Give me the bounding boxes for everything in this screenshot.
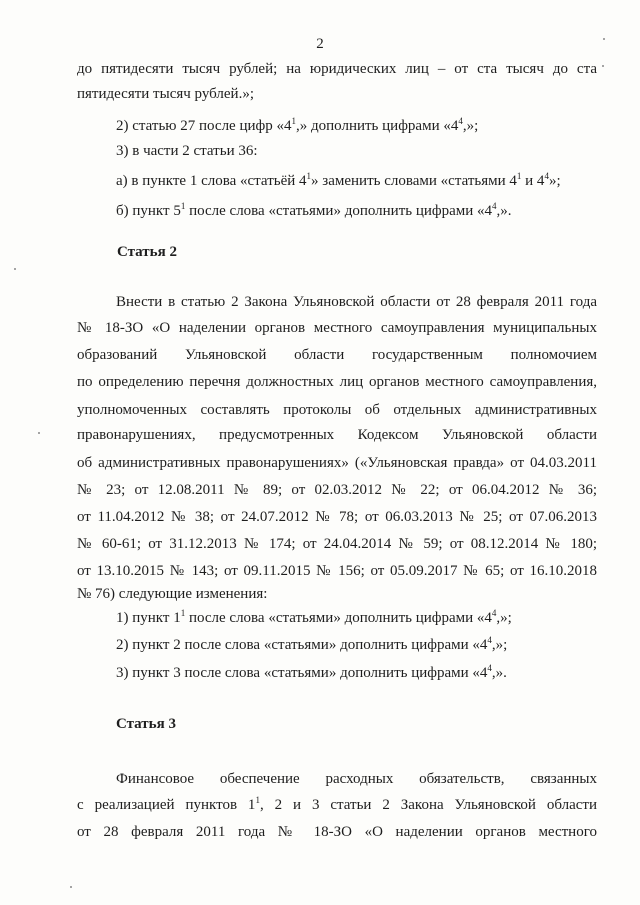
text-line: правонарушениях, предусмотренных Кодексом Ульяновской области bbox=[77, 427, 597, 443]
list-item: 3) пункт 3 после слова «статьями» дополнить цифрами «$4^4$,». bbox=[116, 663, 507, 681]
text-line: Внести в статью 2 Закона Ульяновской области от 28 февраля 2011 года bbox=[116, 294, 597, 310]
text-line: об административных правонарушениях» («Ульяновская правда» от 04.03.2011 bbox=[77, 455, 597, 471]
text-line: № 23; от 12.08.2011 № 89; от 02.03.2012 № 22; от 06.04.2012 № 36; bbox=[77, 482, 597, 498]
list-item: 3) в части 2 статьи 36: bbox=[116, 143, 258, 159]
text-line: пятидесяти тысяч рублей.»; bbox=[77, 86, 254, 102]
text-line: по определению перечня должностных лиц органов местного самоуправления, bbox=[77, 374, 597, 390]
page-number: 2 bbox=[316, 36, 324, 52]
scan-speck bbox=[603, 38, 605, 40]
list-item: а) в пункте 1 слова «статьёй $4^1$» заменить словами «статьями $4^1$ и $4^4$»; bbox=[116, 171, 561, 189]
list-item: 2) пункт 2 после слова «статьями» дополнить цифрами «$4^4$,»; bbox=[116, 635, 508, 653]
text-line: образований Ульяновской области государственным полномочием bbox=[77, 347, 597, 363]
scan-speck bbox=[38, 432, 40, 434]
scan-speck bbox=[70, 886, 72, 888]
text-line: № 18-ЗО «О наделении органов местного самоуправления муниципальных bbox=[77, 320, 597, 336]
text-line: с реализацией пунктов $1^1$, 2 и 3 статьи 2 Закона Ульяновской области bbox=[77, 795, 597, 813]
article-heading: Статья 2 bbox=[117, 244, 177, 260]
list-item: 2) статью 27 после цифр «$4^1$,» дополнить цифрами «$4^4$,»; bbox=[116, 116, 479, 134]
text-line: № 60-61; от 31.12.2013 № 174; от 24.04.2014 № 59; от 08.12.2014 № 180; bbox=[77, 536, 597, 552]
scan-speck bbox=[14, 268, 16, 270]
scan-speck bbox=[602, 65, 604, 67]
article-heading: Статья 3 bbox=[116, 716, 176, 732]
list-item: б) пункт $5^1$ после слова «статьями» дополнить цифрами «$4^4$,». bbox=[116, 201, 512, 219]
list-item: 1) пункт $1^1$ после слова «статьями» дополнить цифрами «$4^4$,»; bbox=[116, 608, 512, 626]
text-line: уполномоченных составлять протоколы об отдельных административных bbox=[77, 402, 597, 418]
text-line: от 28 февраля 2011 года № 18-ЗО «О наделении органов местного bbox=[77, 824, 597, 840]
text-line: Финансовое обеспечение расходных обязательств, связанных bbox=[116, 771, 597, 787]
text-line: до пятидесяти тысяч рублей; на юридических лиц – от ста тысяч до ста bbox=[77, 61, 597, 77]
text-line: от 13.10.2015 № 143; от 09.11.2015 № 156; от 05.09.2017 № 65; от 16.10.2018 bbox=[77, 563, 597, 579]
text-line: от 11.04.2012 № 38; от 24.07.2012 № 78; от 06.03.2013 № 25; от 07.06.2013 bbox=[77, 509, 597, 525]
text-line: № 76) следующие изменения: bbox=[77, 586, 268, 602]
